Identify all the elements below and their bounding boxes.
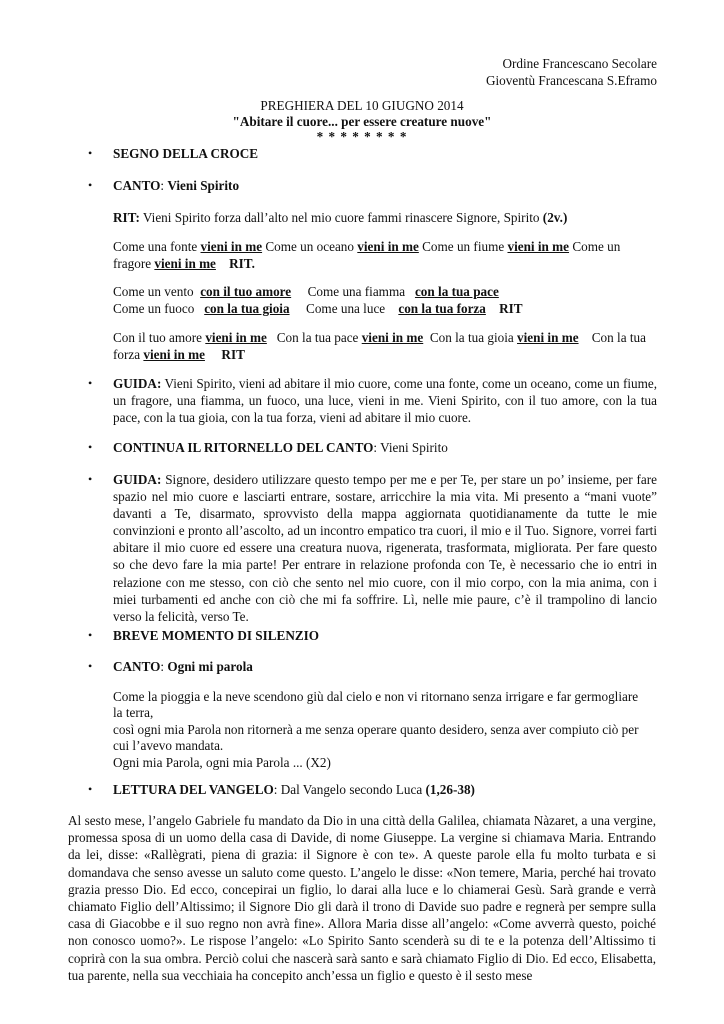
text: Con la tua gioia <box>423 330 518 345</box>
stanza-2-line-2 <box>113 300 661 317</box>
guida-text: Vieni Spirito, vieni ad abitare il mio cuore, come una fonte, come un oceano, come un fiume, un fragore, una fiamma, un fuoco, una luce, vieni in me. Vieni Spirito, con il tuo amore, con la tua pace, con la tua gioia, con la tua forza, vieni ad abitare il mio cuore. <box>113 376 657 425</box>
rit-marker: RIT <box>485 301 523 316</box>
continua-label: CONTINUA IL RITORNELLO DEL CANTO <box>113 440 374 455</box>
text: forza <box>113 347 144 362</box>
stanza-3-line-1 <box>113 329 661 346</box>
item-silenzio: BREVE MOMENTO DI SILENZIO <box>113 628 320 643</box>
vieni-in-me: vieni in me <box>357 239 419 254</box>
bullet-marker: • <box>88 472 93 486</box>
text: Come una luce <box>289 301 399 316</box>
org-line-1: Ordine Francescano Secolare <box>502 56 657 71</box>
lyric-line: cui l’avevo mandata. <box>113 738 224 754</box>
guida-label: GUIDA: <box>113 472 162 487</box>
stanza-3 <box>113 329 661 363</box>
text: Come un vento <box>113 284 201 299</box>
con-la-tua-pace: con la tua pace <box>414 284 499 299</box>
rit-marker: RIT <box>204 347 245 362</box>
vieni-in-me: vieni in me <box>205 330 267 345</box>
canto-label: CANTO <box>113 178 161 193</box>
guida-text: Signore, desidero utilizzare questo tempo per me e per Te, per stare un po’ insieme, per fare spazio nel mio cuore e lasciarti entrare, sostare, arricchire la mia vita. Mi presento a “mani vuote” davanti a Te, disarmato, sprovvisto della mappa aggiornata quotidianamente da tutte le mie convinzioni e pronto all’ascolto, ad un incontro empatico tra cuori, il mio e il Tuo. Signore, vorrei farti abitare il mio cuore ed essere una creatura nuova, rigenerata, trasformata, migliorata. Per fare questo so che devo fare la mia parte! Per entrare in relazione profonda con Te, è necessario che io entri in relazione con me stesso, con ciò che sento nel mio cuore, con il mio corpo, con la mia anima, con i miei turbamenti ed anche con ciò che mi fa soffrire. Lì, nelle mie paure, c’è il trampolino di lancio verso la felicità, verso Te. <box>113 472 657 624</box>
vieni-in-me: vieni in me <box>154 256 216 271</box>
stanza-1-line-1 <box>113 238 661 255</box>
bullet-marker: • <box>88 782 93 796</box>
text: Come un fiume <box>418 239 508 254</box>
rit-text: Vieni Spirito forza dall’alto nel mio cuore fammi rinascere Signore, Spirito <box>139 210 543 225</box>
document-subtitle: "Abitare il cuore... per essere creature nuove" <box>232 114 492 129</box>
bullet-marker: • <box>88 659 93 673</box>
bullet-marker: • <box>88 178 93 192</box>
item-continua-ritornello <box>113 439 657 456</box>
lettura-reference: (1,26-38) <box>425 782 475 797</box>
refrain <box>113 209 661 226</box>
text: Come una fiamma <box>291 284 415 299</box>
lyric-line: Ogni mia Parola, ogni mia Parola ... (X2) <box>113 754 331 770</box>
canto-2-lyrics <box>113 689 661 771</box>
stanza-1 <box>113 238 661 272</box>
document-title: PREGHIERA DEL 10 GIUGNO 2014 <box>260 98 464 113</box>
gospel-text: Al sesto mese, l’angelo Gabriele fu mandato da Dio in una città della Galilea, chiamata Nàzaret, a una vergine, promessa sposa di un uomo della casa di Davide, di nome Giuseppe. La vergine si chiamava Maria. Entrando da lei, disse: «Rallègrati, piena di grazia: il Signore è con te». A queste parole ella fu molto turbata e si domandava che senso avesse un saluto come questo. L’angelo le disse: «Non temere, Maria, perché hai trovato grazia presso Dio. Ed ecco, concepirai un figlio, lo darai alla luce e lo chiamerai Gesù. Sarà grande e verrà chiamato Figlio dell’Altissimo; il Signore Dio gli darà il trono di Davide suo padre e regnerà per sempre sulla casa di Giacobbe e il suo regno non avrà fine». Allora Maria disse all’angelo: «Come avverrà questo, poiché non conosco uomo?». Le rispose l’angelo: «Lo Spirito Santo scenderà su di te e la potenza dell’Altissimo ti coprirà con la sua ombra. Perciò colui che nascerà sarà santo e sarà chiamato Figlio di Dio. Ed ecco, Elisabetta, tua parente, nella sua vecchiaia ha concepito anch’essa un figlio e questo è il sesto mese <box>68 813 656 983</box>
text: Come una fonte <box>113 239 201 254</box>
organization-header <box>486 55 657 89</box>
bullet-marker: • <box>88 628 93 642</box>
bullet-marker: • <box>88 146 93 160</box>
lettura-label: LETTURA DEL VANGELO <box>113 782 274 797</box>
text: Con la tua pace <box>266 330 362 345</box>
con-il-tuo-amore: con il tuo amore <box>200 284 292 299</box>
vieni-in-me: vieni in me <box>200 239 263 254</box>
lyric-line: la terra, <box>113 705 154 721</box>
stanza-3-line-2 <box>113 346 661 363</box>
con-la-tua-forza: con la tua forza <box>398 301 486 316</box>
vieni-in-me: vieni in me <box>507 239 570 254</box>
item-canto-1 <box>113 177 657 194</box>
item-lettura-vangelo <box>113 781 657 798</box>
con-la-tua-gioia: con la tua gioia <box>204 301 290 316</box>
stanza-2 <box>113 283 661 317</box>
lyric-line: così ogni mia Parola non ritornerà a me senza operare quanto desidero, senza aver compiuto ciò per <box>113 721 639 737</box>
bullet-marker: • <box>88 440 93 454</box>
continua-text: : Vieni Spirito <box>373 440 448 455</box>
rit-repeat: (2v.) <box>542 210 568 225</box>
canto-title: Vieni Spirito <box>167 178 240 193</box>
text: Come un oceano <box>262 239 358 254</box>
rit-label: RIT: <box>113 210 140 225</box>
bullet-marker: • <box>88 376 93 390</box>
canto-title: Ogni mi parola <box>167 659 253 674</box>
item-guida-1 <box>113 375 657 426</box>
vieni-in-me: vieni in me <box>517 330 579 345</box>
org-line-2: Gioventù Francescana S.Eframo <box>485 73 657 88</box>
vieni-in-me: vieni in me <box>361 330 424 345</box>
text: fragore <box>113 256 155 271</box>
lettura-text: : Dal Vangelo secondo Luca <box>273 782 426 797</box>
separator: : <box>160 178 168 193</box>
lyric-line: Come la pioggia e la neve scendono giù dal cielo e non vi ritornano senza irrigare e far germogliare <box>113 689 639 704</box>
item-segno-croce: SEGNO DELLA CROCE <box>113 146 259 161</box>
vieni-in-me: vieni in me <box>143 347 205 362</box>
canto-label: CANTO <box>113 659 161 674</box>
separator: : <box>160 659 168 674</box>
text: Come un fuoco <box>113 301 205 316</box>
guida-label: GUIDA: <box>113 376 162 391</box>
stanza-2-line-1 <box>113 283 661 300</box>
title-stars: * * * * * * * * <box>316 129 408 144</box>
rit-marker: RIT. <box>215 256 255 271</box>
text: Con il tuo amore <box>113 330 206 345</box>
item-canto-2 <box>113 658 657 675</box>
stanza-1-line-2 <box>113 255 661 272</box>
text: Come un <box>569 239 621 254</box>
text: Con la tua <box>578 330 646 345</box>
item-guida-2 <box>113 471 657 625</box>
